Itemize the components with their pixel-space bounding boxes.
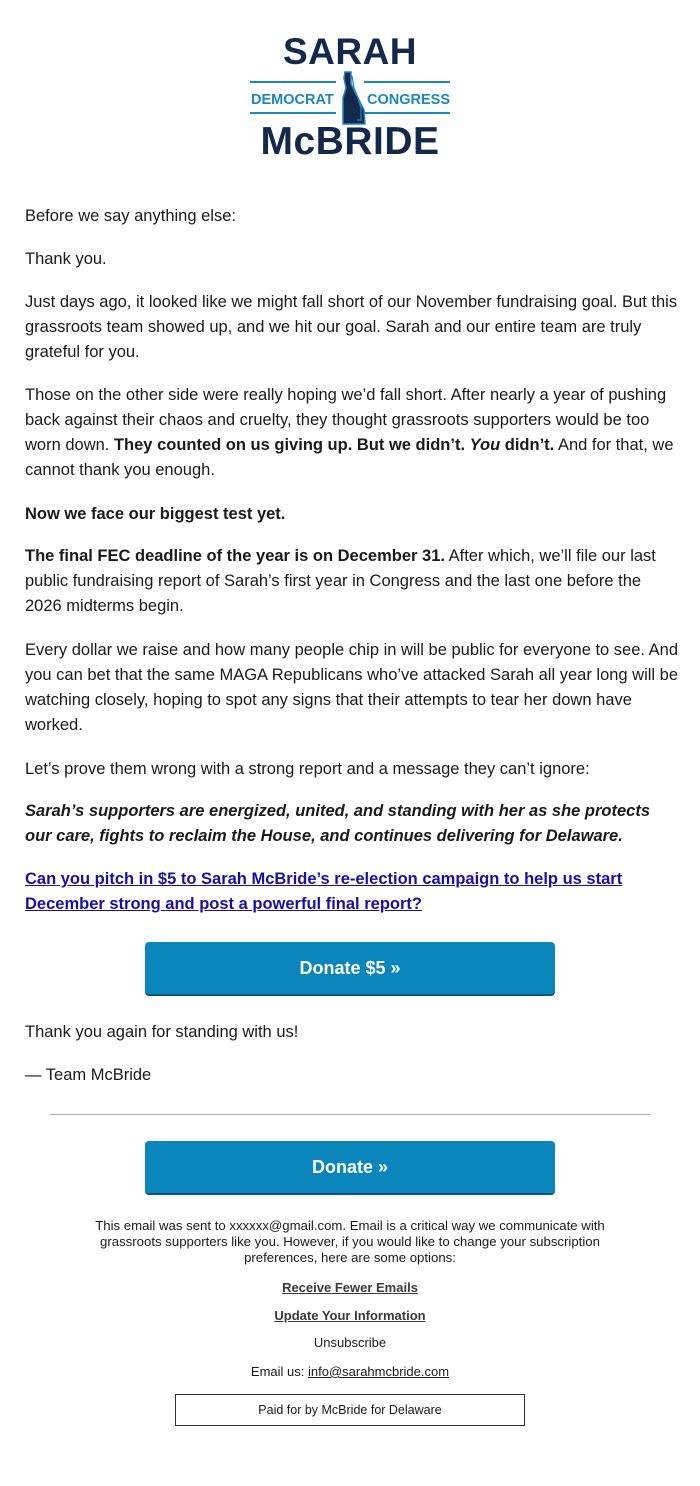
paragraph-other-side-bold: They counted on us giving up. But we didn’t. [113,436,470,454]
footer-email-line [0,1364,700,1380]
supporters-message-text: Sarah’s supporters are energized, united, and standing with her as she protects our care, fights to reclaim the House, and continues delivering for Delaware. [25,802,651,845]
paragraph-other-side-end: And for that, we cannot thank you enough. [25,436,674,479]
logo-last-name: McBRIDE [260,120,440,163]
paragraph-every-dollar: Every dollar we raise and how many people chip in will be public for everyone to see. And you can bet that the same MAGA Republicans who’ve attacked Sarah all year long will be watching closely, hoping to spot any signs that their attempts to tear her down have worked. [25,641,679,734]
logo-rule-left-top [250,81,336,83]
paragraph-biggest-test-text: Now we face our biggest test yet. [25,505,286,523]
logo-party: DEMOCRAT [251,92,334,108]
paragraph-other-side-text: Those on the other side were really hoping we’d fall short. After nearly a year of pushing back against their chaos and cruelty, they thought grassroots supporters would be too worn down. [25,386,667,454]
receive-fewer-emails-link[interactable]: Receive Fewer Emails [282,1280,418,1295]
paragraph-fec-deadline [25,544,680,619]
footer-email-label: Email us: [250,1364,308,1379]
footer-divider [50,1114,650,1115]
logo-first-name: SARAH [282,31,418,72]
paragraph-intro: Before we say anything else: [25,207,236,225]
paragraph-thank-you: Thank you. [25,250,107,268]
unsubscribe-link[interactable]: Unsubscribe [313,1335,387,1350]
logo-rule-left-bottom [250,112,336,114]
paragraph-fec-rest: After which, we’ll file our last public fundraising report of Sarah’s first year in Congress and the last one before the 2026 midterms begin. [25,547,656,615]
signoff: — Team McBride [25,1066,152,1084]
paragraph-thanks-again: Thank you again for standing with us! [25,1023,299,1041]
paid-for-disclaimer: Paid for by McBride for Delaware [175,1394,525,1426]
paragraph-cta [25,867,680,917]
footer-email-link[interactable]: info@sarahmcbride.com [307,1364,450,1379]
paragraph-supporters-message [25,799,680,849]
donate-5-button[interactable]: Donate $5 » [145,942,555,996]
paragraph-other-side-bold2: didn’t. [500,436,555,454]
paragraph-fec-bold: The final FEC deadline of the year is on December 31. [25,547,445,565]
logo-rule-right-bottom [364,112,450,114]
logo-rule-right-top [364,81,450,83]
delaware-state-icon [337,70,367,126]
paragraph-biggest-test [25,502,680,527]
update-information-link[interactable]: Update Your Information [274,1308,426,1323]
paragraph-other-side [25,383,680,483]
footer-note: This email was sent to xxxxxx@gmail.com. Email is a critical way we communicate with grassroots supporters like you. However, if you would like to change your subscription preferences, here are some options: [95,1218,605,1265]
paragraph-other-side-you: You [469,436,501,454]
donate-cta-link[interactable]: Can you pitch in $5 to Sarah McBride’s re-election campaign to help us start December strong and post a powerful final report? [25,870,623,913]
campaign-logo [248,30,452,162]
paragraph-goal: Just days ago, it looked like we might fall short of our November fundraising goal. But this grassroots team showed up, and we hit our goal. Sarah and our entire team are truly grateful for you. [25,293,678,361]
paragraph-prove-wrong: Let’s prove them wrong with a strong report and a message they can’t ignore: [25,760,590,778]
logo-office: CONGRESS [367,92,450,108]
donate-button[interactable]: Donate » [145,1141,555,1195]
